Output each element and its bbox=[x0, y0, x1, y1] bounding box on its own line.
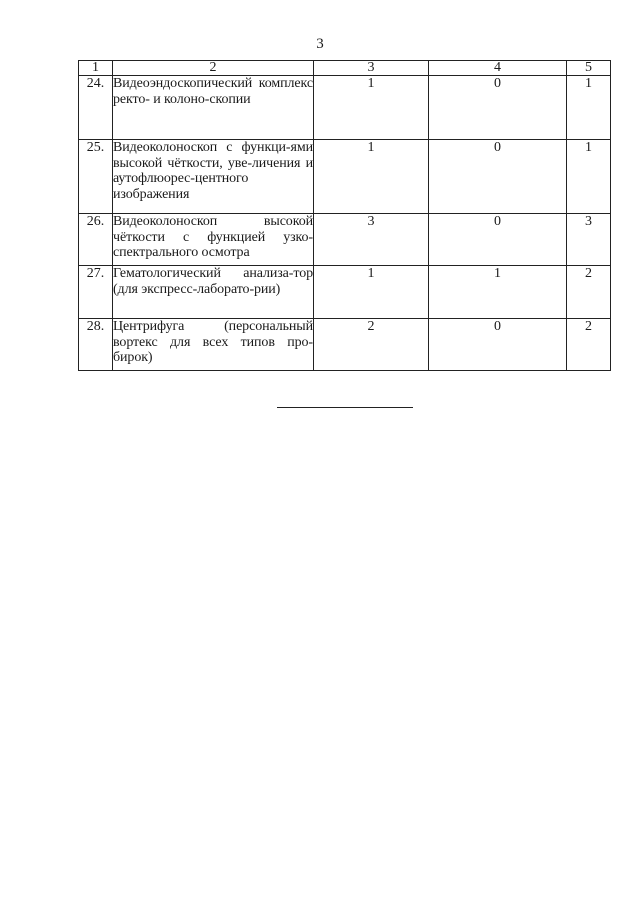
col-4-value: 0 bbox=[429, 214, 567, 266]
row-number: 26. bbox=[79, 214, 113, 266]
table-row bbox=[79, 76, 611, 140]
header-col-1: 1 bbox=[79, 61, 113, 76]
col-5-value: 3 bbox=[567, 214, 611, 266]
col-4-value: 0 bbox=[429, 76, 567, 140]
row-number: 24. bbox=[79, 76, 113, 140]
table-row bbox=[79, 140, 611, 214]
col-4-value: 0 bbox=[429, 140, 567, 214]
col-5-value: 2 bbox=[567, 319, 611, 371]
table-row bbox=[79, 214, 611, 266]
page-number: 3 bbox=[316, 36, 324, 52]
table-row bbox=[79, 319, 611, 371]
col-4-value: 1 bbox=[429, 266, 567, 319]
col-5-value: 2 bbox=[567, 266, 611, 319]
col-3-value: 1 bbox=[314, 76, 429, 140]
col-3-value: 2 bbox=[314, 319, 429, 371]
equipment-name: Центрифуга (персональный вортекс для всех типов про-бирок) bbox=[113, 319, 314, 371]
col-5-value: 1 bbox=[567, 140, 611, 214]
header-col-3: 3 bbox=[314, 61, 429, 76]
equipment-table bbox=[78, 60, 611, 371]
table-row bbox=[79, 266, 611, 319]
equipment-name: Видеоколоноскоп высокой чёткости с функцией узко-спектрального осмотра bbox=[113, 214, 314, 266]
row-number: 28. bbox=[79, 319, 113, 371]
table-header-row bbox=[79, 61, 611, 76]
row-number: 27. bbox=[79, 266, 113, 319]
equipment-name: Видеоэндоскопический комплекс ректо- и колоно-скопии bbox=[113, 76, 314, 140]
col-3-value: 1 bbox=[314, 266, 429, 319]
col-4-value: 0 bbox=[429, 319, 567, 371]
col-3-value: 1 bbox=[314, 140, 429, 214]
header-col-2: 2 bbox=[113, 61, 314, 76]
row-number: 25. bbox=[79, 140, 113, 214]
equipment-name: Видеоколоноскоп с функци-ями высокой чёткости, уве-личения и аутофлюорес-центного изображения bbox=[113, 140, 314, 214]
col-5-value: 1 bbox=[567, 76, 611, 140]
header-col-5: 5 bbox=[567, 61, 611, 76]
header-col-4: 4 bbox=[429, 61, 567, 76]
col-3-value: 3 bbox=[314, 214, 429, 266]
closing-rule-line bbox=[277, 407, 413, 408]
equipment-name: Гематологический анализа-тор (для экспресс-лаборато-рии) bbox=[113, 266, 314, 319]
